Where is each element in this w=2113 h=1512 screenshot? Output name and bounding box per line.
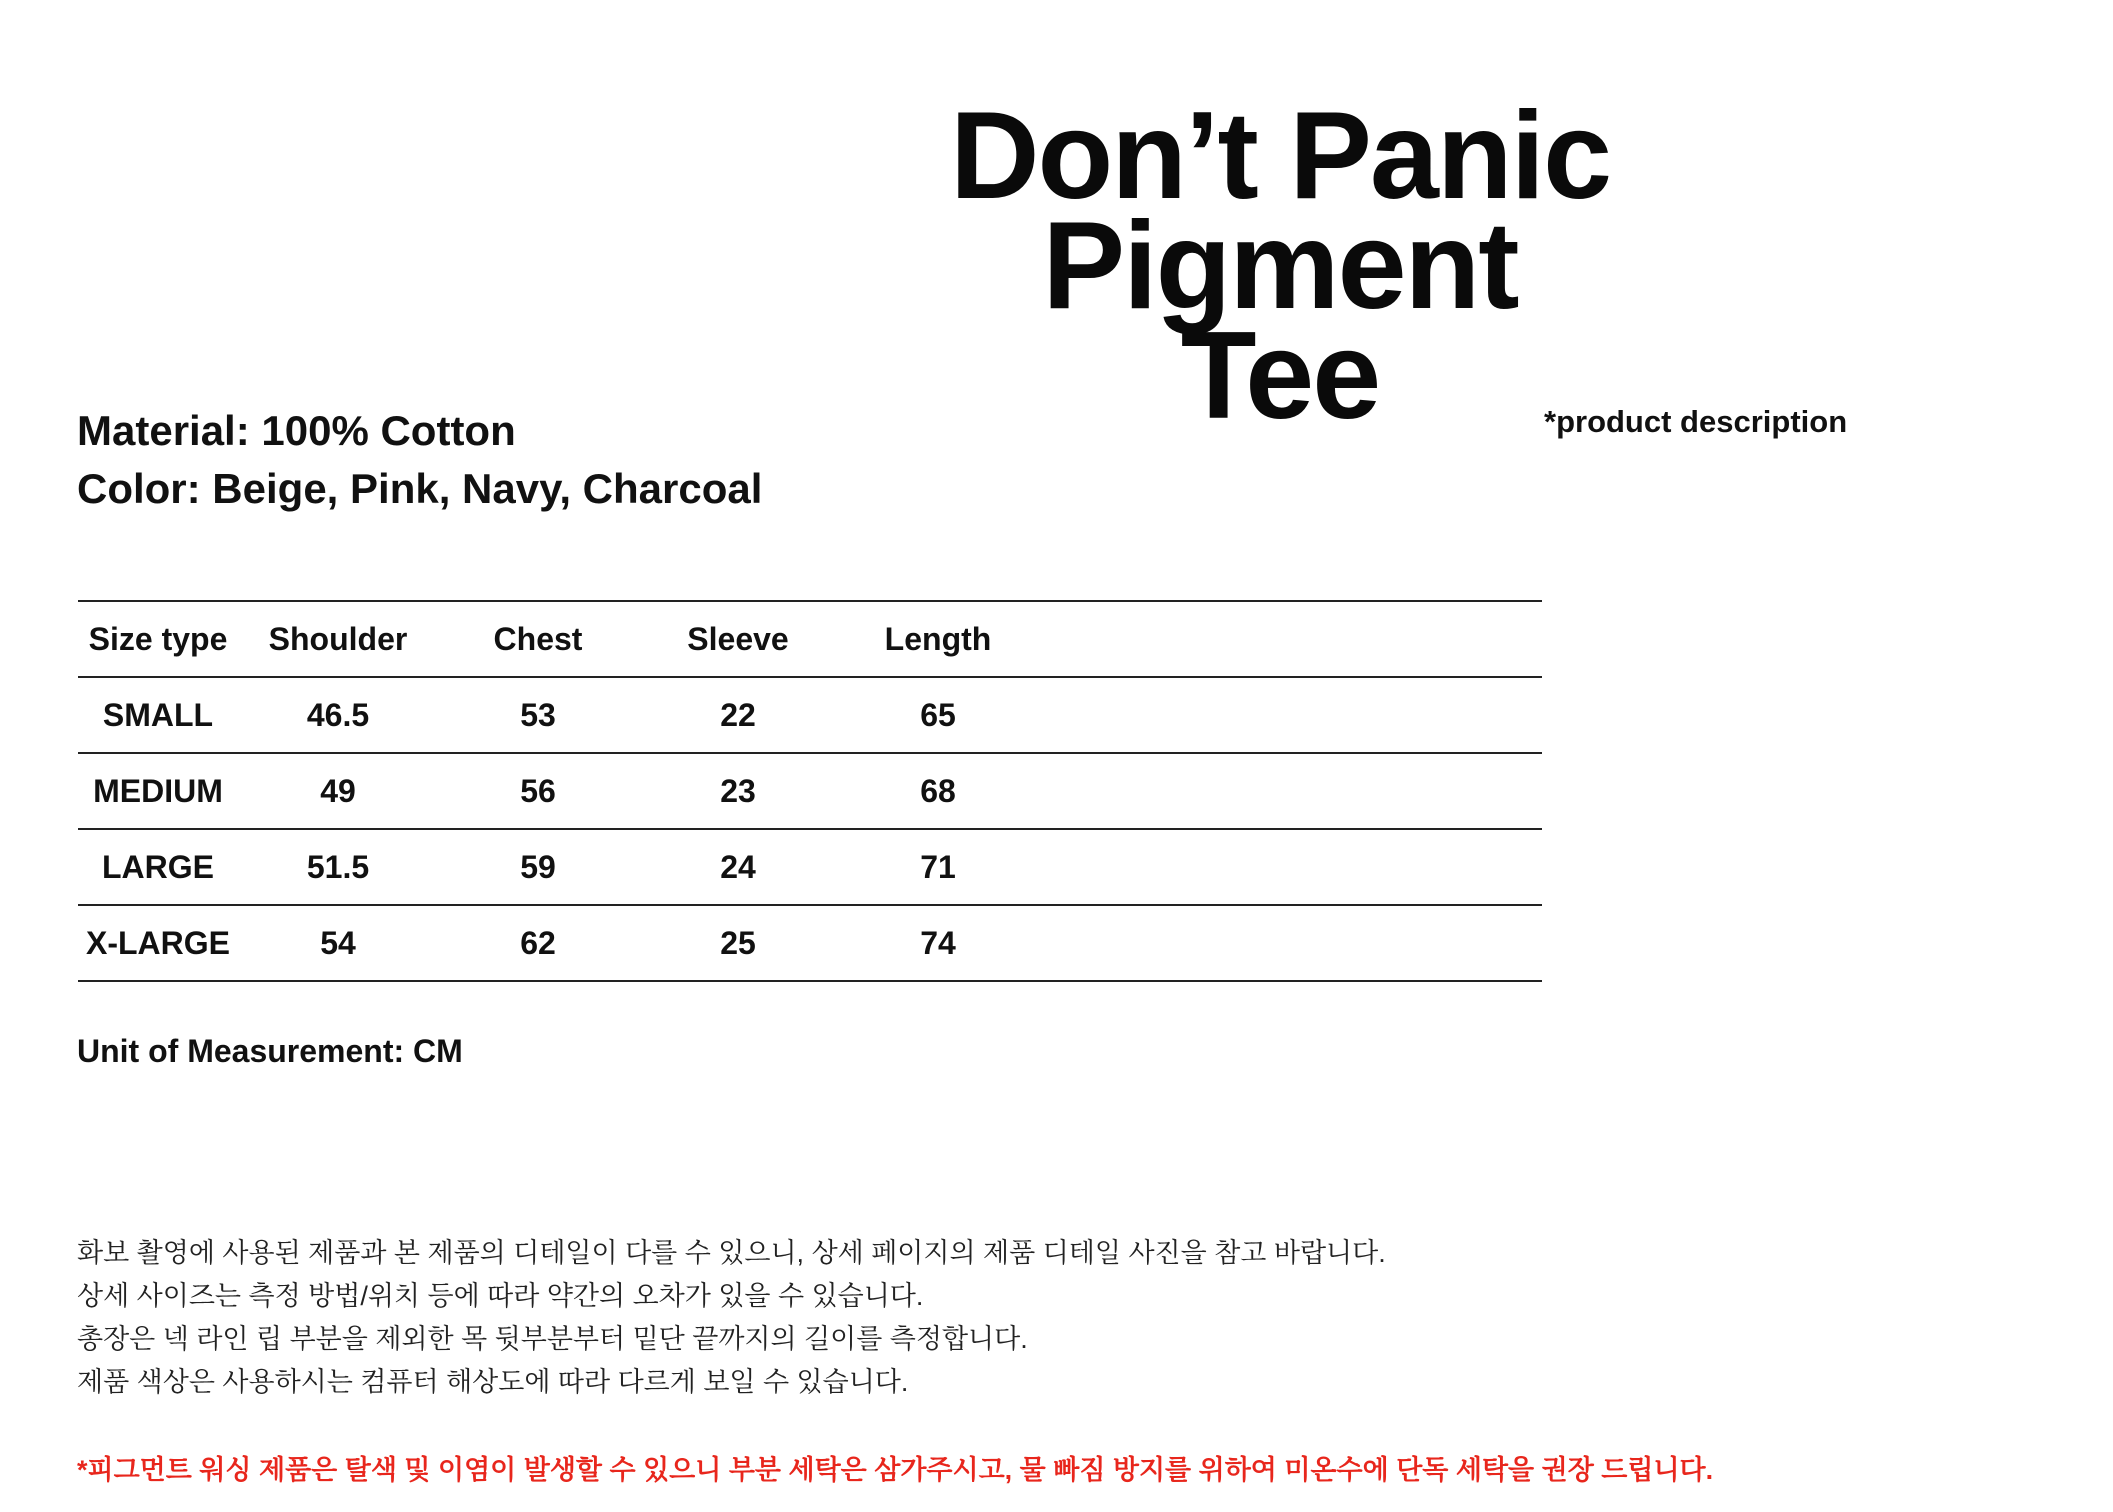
cell-size: LARGE: [102, 848, 214, 885]
cell-shoulder: 49: [320, 772, 356, 809]
header-size-type: Size type: [88, 620, 228, 657]
title-line-2: Tee: [1180, 307, 1380, 446]
header-chest: Chest: [493, 620, 583, 657]
cell-length: 68: [920, 772, 956, 809]
note-line: 제품 색상은 사용하시는 컴퓨터 해상도에 따라 다르게 보일 수 있습니다.: [77, 1367, 909, 1397]
header-spacer: [1038, 601, 1542, 677]
table-row: [78, 677, 1542, 753]
cell-chest: 53: [520, 696, 556, 733]
note-line: 화보 촬영에 사용된 제품과 본 제품의 디테일이 다를 수 있으니, 상세 페이지의 제품 디테일 사진을 참고 바랍니다.: [77, 1238, 1386, 1268]
header-length: Length: [884, 620, 992, 657]
table-row: [78, 829, 1542, 905]
header-shoulder: Shoulder: [268, 620, 408, 657]
cell-chest: 59: [520, 848, 556, 885]
header-sleeve: Sleeve: [687, 620, 789, 657]
product-description-label: *product description: [1544, 404, 1848, 439]
cell-size: MEDIUM: [93, 772, 223, 809]
color-text: Color: Beige, Pink, Navy, Charcoal: [77, 465, 763, 512]
table-row: [78, 753, 1542, 829]
cell-size: X-LARGE: [86, 924, 230, 961]
cell-length: 71: [920, 848, 956, 885]
page-title: [700, 87, 1860, 446]
cell-chest: 62: [520, 924, 556, 961]
table-header-row: [78, 601, 1542, 677]
cell-spacer: [1038, 677, 1542, 753]
note-line: 총장은 넥 라인 립 부분을 제외한 목 뒷부분부터 밑단 끝까지의 길이를 측정합니다.: [77, 1324, 1028, 1354]
note-line: 상세 사이즈는 측정 방법/위치 등에 따라 약간의 오차가 있을 수 있습니다.: [77, 1281, 924, 1311]
cell-spacer: [1038, 829, 1542, 905]
cell-spacer: [1038, 753, 1542, 829]
material-text: Material: 100% Cotton: [77, 407, 516, 454]
cell-sleeve: 23: [720, 772, 756, 809]
cell-length: 65: [920, 696, 956, 733]
size-table: [78, 600, 1542, 982]
cell-sleeve: 24: [720, 848, 756, 885]
product-info: [77, 402, 762, 518]
unit-of-measurement: Unit of Measurement: CM: [77, 1033, 463, 1069]
cell-spacer: [1038, 905, 1542, 981]
washing-warning: *피그먼트 워싱 제품은 탈색 및 이염이 발생할 수 있으니 부분 세탁은 삼가주시고, 물 빠짐 방지를 위하여 미온수에 단독 세탁을 권장 드립니다.: [77, 1455, 1714, 1485]
cell-sleeve: 22: [720, 696, 756, 733]
title-line-1: Don’t Panic Pigment: [949, 87, 1611, 336]
cell-size: SMALL: [102, 696, 214, 733]
cell-chest: 56: [520, 772, 556, 809]
cell-length: 74: [920, 924, 956, 961]
table-row: [78, 905, 1542, 981]
cell-shoulder: 54: [320, 924, 356, 961]
cell-sleeve: 25: [720, 924, 756, 961]
cell-shoulder: 46.5: [306, 696, 370, 733]
care-notes: [77, 1232, 1386, 1404]
cell-shoulder: 51.5: [306, 848, 370, 885]
